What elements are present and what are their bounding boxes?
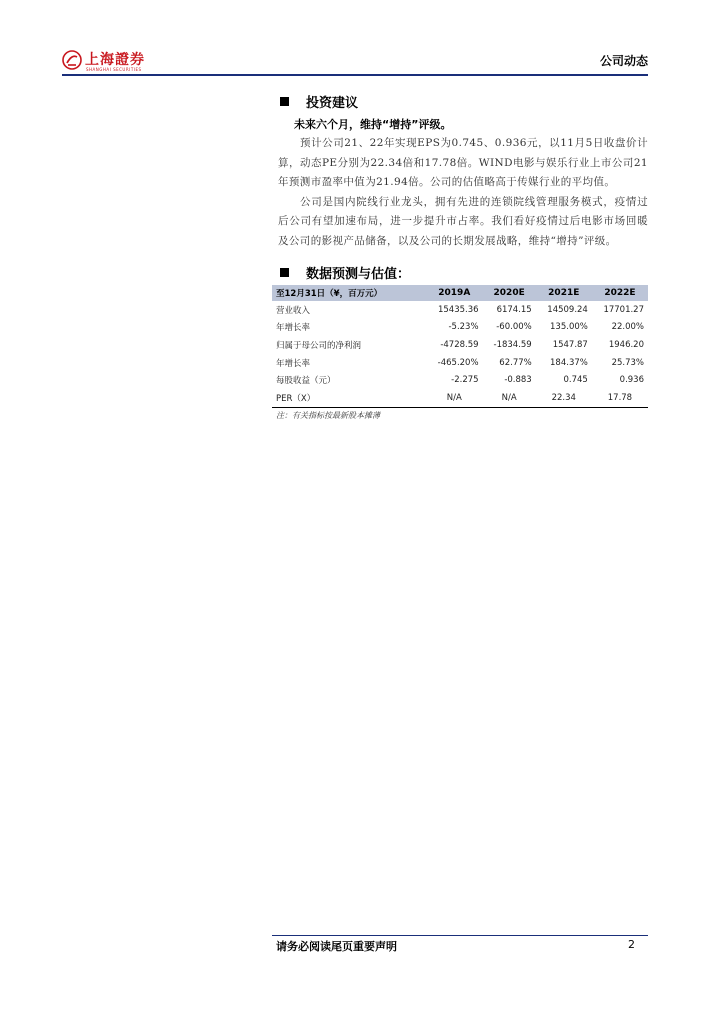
forecast-section-heading [272,261,648,283]
table-header-row [272,285,648,301]
table-cell: 15435.36 [437,304,479,315]
header-divider [62,74,648,76]
table-cell: 17.78 [592,389,648,407]
report-type-title: 公司动态 [599,54,648,68]
row-label: 每股收益（元） [276,376,336,387]
table-cell: 22.00% [611,322,644,333]
table-cell: -0.883 [504,375,532,386]
main-content [272,90,648,421]
table-cell: -5.23% [448,322,479,333]
table-cell: -4728.59 [440,339,479,350]
table-cell: 22.34 [536,389,592,407]
table-cell: 14509.24 [547,304,588,315]
outlook-paragraph: 公司是国内院线行业龙头，拥有先进的连锁院线管理服务模式，疫情过后公司有望加速布局，进一步提升市占率。我们看好疫情过后电影市场回暖及公司的影视产品储备，以及公司的长期发展战略，维持“增持”评级。 [278,195,648,247]
table-cell: 62.77% [499,357,532,368]
table-note: 注：有关指标按最新股本摊薄 [276,410,380,420]
table-cell: 25.73% [611,357,644,368]
page-number: 2 [628,938,635,951]
rating-line: 未来六个月，维持“增持”评级。 [294,118,452,131]
table-cell: 17701.27 [603,304,644,315]
table-cell: 135.00% [550,322,588,333]
logo-subtitle: SHANGHAI SECURITIES [86,67,142,72]
column-header: 2022E [592,285,648,301]
row-label: 营业收入 [276,305,311,316]
square-bullet-icon [280,268,289,277]
table-row [272,301,648,319]
table-cell: N/A [483,389,536,407]
row-label: PER（X） [272,389,426,407]
table-cell: -60.00% [496,322,532,333]
table-cell: -2.275 [451,375,479,386]
logo-text: 上海證券 [85,52,145,68]
page-header [62,50,648,76]
row-label: 归属于母公司的净利润 [276,340,362,351]
investment-section-heading [272,90,648,112]
shanghai-securities-logo-icon [62,50,82,70]
table-cell: 184.37% [550,357,588,368]
forecast-table [272,285,648,408]
row-label: 年增长率 [276,323,311,334]
column-header: 2019A [426,285,483,301]
investment-title: 投资建议 [306,95,359,111]
table-row [272,319,648,337]
table-cell: -465.20% [437,357,479,368]
table-cell: 1547.87 [552,339,588,350]
table-cell: N/A [426,389,483,407]
table-cell: 1946.20 [608,339,644,350]
table-row [272,354,648,372]
column-header: 2020E [483,285,536,301]
footer-disclaimer: 请务必阅读尾页重要声明 [276,940,397,953]
table-cell: 6174.15 [496,304,532,315]
footer-divider [272,935,648,936]
valuation-paragraph: 预计公司21、22年实现EPS为0.745、0.936元，以11月5日收盘价计算，动态PE分别为22.34倍和17.78倍。WIND电影与娱乐行业上市公司21年预测市盈率中值为21.94倍。公司的估值略高于传媒行业的平均值。 [278,137,648,188]
table-row [272,389,648,407]
column-header: 至12月31日（¥，百万元） [272,285,426,301]
row-label: 年增长率 [276,358,311,369]
table-cell: 0.745 [563,375,588,386]
table-cell: 0.936 [619,375,644,386]
table-row [272,371,648,389]
column-header: 2021E [536,285,592,301]
table-cell: -1834.59 [493,339,532,350]
square-bullet-icon [280,97,289,106]
forecast-title: 数据预测与估值： [306,266,411,282]
table-row [272,336,648,354]
